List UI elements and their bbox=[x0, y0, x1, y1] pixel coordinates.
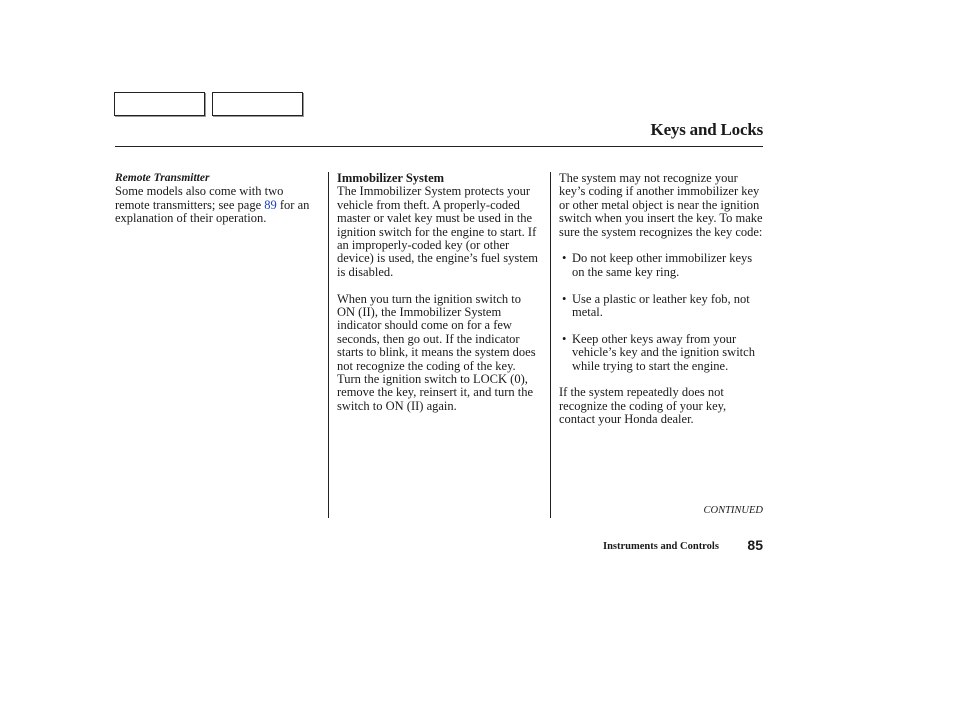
list-item bbox=[559, 333, 763, 373]
key-coding-intro: The system may not recognize your key’s coding if another immobilizer key or other metal object is near the ignition switch when you insert the key. To make sure the system recognizes the key code: bbox=[559, 171, 763, 239]
page-number: 85 bbox=[747, 537, 763, 553]
column-remote-transmitter bbox=[115, 172, 321, 226]
list-item bbox=[559, 252, 763, 279]
remote-transmitter-text bbox=[115, 185, 321, 225]
index-button[interactable] bbox=[212, 92, 303, 116]
list-item bbox=[559, 293, 763, 320]
immobilizer-heading: Immobilizer System bbox=[337, 171, 445, 185]
page-89-link[interactable]: 89 bbox=[264, 197, 277, 212]
bullet-marker: • bbox=[562, 291, 567, 306]
page-title: Keys and Locks bbox=[650, 120, 763, 139]
continued-label: CONTINUED bbox=[703, 505, 763, 516]
key-coding-closing: If the system repeatedly does not recognize the coding of your key, contact your Honda dealer. bbox=[559, 385, 727, 427]
key-coding-tips bbox=[559, 252, 763, 373]
remote-transmitter-heading: Remote Transmitter bbox=[115, 172, 210, 184]
column-key-coding bbox=[559, 172, 763, 427]
remote-transmitter-text-start: Some models also come with two remote transmitters; see page bbox=[115, 184, 284, 212]
column-immobilizer bbox=[337, 172, 542, 413]
column-divider-2 bbox=[550, 172, 551, 518]
list-item-text: Keep other keys away from your vehicle’s key and the ignition switch while trying to start the engine. bbox=[572, 331, 755, 373]
list-item-text: Do not keep other immobilizer keys on the same key ring. bbox=[572, 251, 753, 279]
immobilizer-paragraph-1: The Immobilizer System protects your vehicle from theft. A properly-coded master or valet key must be used in the ignition switch for the engine to start. If an improperly-coded key (or other device) is used, the engine’s fuel system is disabled. bbox=[337, 184, 538, 279]
list-item-text: Use a plastic or leather key fob, not metal. bbox=[572, 291, 750, 320]
title-divider bbox=[115, 146, 763, 147]
remote-transmitter-text-end: for an explanation of their operation. bbox=[115, 197, 310, 226]
immobilizer-paragraph-2: When you turn the ignition switch to ON (II), the Immobilizer System indicator should come on for a few seconds, then go out. If the indicator starts to blink, it means the system does not recognize the coding of the key. Turn the ignition switch to LOCK (0), remove the key, reinsert it, and turn the switch to ON (II) again. bbox=[337, 291, 536, 413]
bullet-marker: • bbox=[562, 251, 567, 266]
footer-section-name: Instruments and Controls bbox=[603, 541, 719, 552]
column-divider-1 bbox=[328, 172, 329, 518]
main-menu-button[interactable] bbox=[114, 92, 205, 116]
bullet-marker: • bbox=[562, 331, 567, 346]
